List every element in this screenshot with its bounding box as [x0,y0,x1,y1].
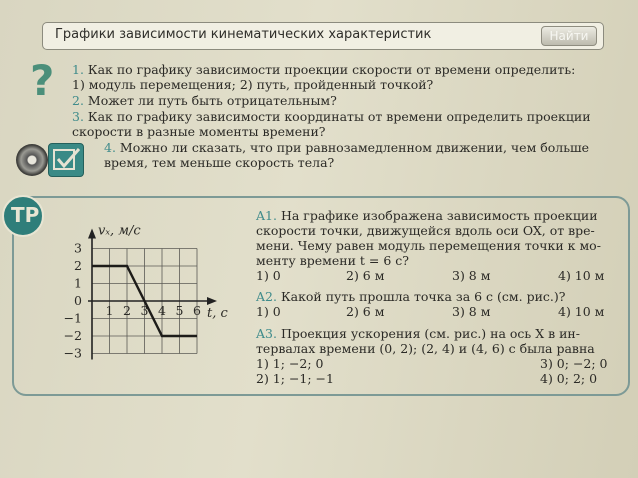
x-axis-label: t, с [207,306,228,321]
a1-option-1: 1) 0 [256,268,281,283]
y-tick-label: 0 [74,293,82,308]
y-tick-label: −1 [63,310,82,326]
search-title: Графики зависимости кинематических характеристик [55,27,432,42]
disc-icon [16,144,48,176]
y-tick-label: 3 [74,240,82,256]
question-4-line-2: время, тем меньше скорость тела? [104,155,335,170]
a2-option-3: 3) 8 м [452,304,491,319]
a2-option-1: 1) 0 [256,304,281,319]
x-axis-arrow [207,297,217,305]
question-3-line-1: 3. Как по графику зависимости координаты от времени определить проекции [72,109,591,124]
y-tick-label: 2 [74,258,82,273]
x-tick-label: 2 [123,303,131,318]
velocity-graph [40,208,250,378]
a2-option-2: 2) 6 м [346,304,385,319]
a2-option-4: 4) 10 м [558,304,605,319]
y-axis-arrow [88,229,96,239]
search-bar[interactable] [42,22,604,50]
task-a1-line-3: мени. Чему равен модуль перемещения точки к мо- [256,238,601,253]
a3-option-4: 4) 0; 2; 0 [540,371,598,386]
x-tick-label: 1 [105,303,114,318]
x-tick-label: 6 [193,303,201,318]
x-tick-label: 3 [140,303,149,318]
a3-option-1: 1) 1; −2; 0 [256,356,324,371]
find-button[interactable]: Найти [541,26,597,46]
a3-option-2: 2) 1; −1; −1 [256,371,334,386]
x-tick-label: 5 [175,303,184,318]
question-3-line-2: скорости в разные моменты времени? [72,124,326,139]
a1-option-2: 2) 6 м [346,268,385,283]
task-a1-line-4: менту времени t = 6 с? [256,253,409,268]
question-1-line-2: 1) модуль перемещения; 2) путь, пройденный точкой? [72,77,434,92]
test-badge-icon: ТР [2,195,44,237]
x-tick-label: 4 [158,303,166,318]
task-a1-line-1: A1. На графике изображена зависимость проекции [256,208,598,223]
y-tick-label: −2 [63,328,82,343]
y-tick-label: −3 [63,345,82,361]
question-2: 2. Может ли путь быть отрицательным? [72,93,337,108]
checkmark-icon [48,143,84,177]
a1-option-4: 4) 10 м [558,268,605,283]
question-mark-icon: ? [30,56,55,105]
a1-option-3: 3) 8 м [452,268,491,283]
task-a1-line-2: скорости точки, движущейся вдоль оси OX, от вре- [256,223,595,238]
y-axis-label: vₓ, м/с [98,223,141,239]
question-1-line-1: 1. Как по графику зависимости проекции скорости от времени определить: [72,62,576,77]
question-4-line-1: 4. Можно ли сказать, что при равнозамедленном движении, чем больше [104,140,590,155]
a3-option-3: 3) 0; −2; 0 [540,356,608,371]
task-a3-line-2: тервалах времени (0, 2); (2, 4) и (4, 6) с была равна [256,341,595,356]
y-tick-label: 1 [74,275,82,291]
task-a2-line-1: A2. Какой путь прошла точка за 6 с (см. рис.)? [256,289,566,304]
task-a3-line-1: A3. Проекция ускорения (см. рис.) на ось X в ин- [256,326,580,341]
